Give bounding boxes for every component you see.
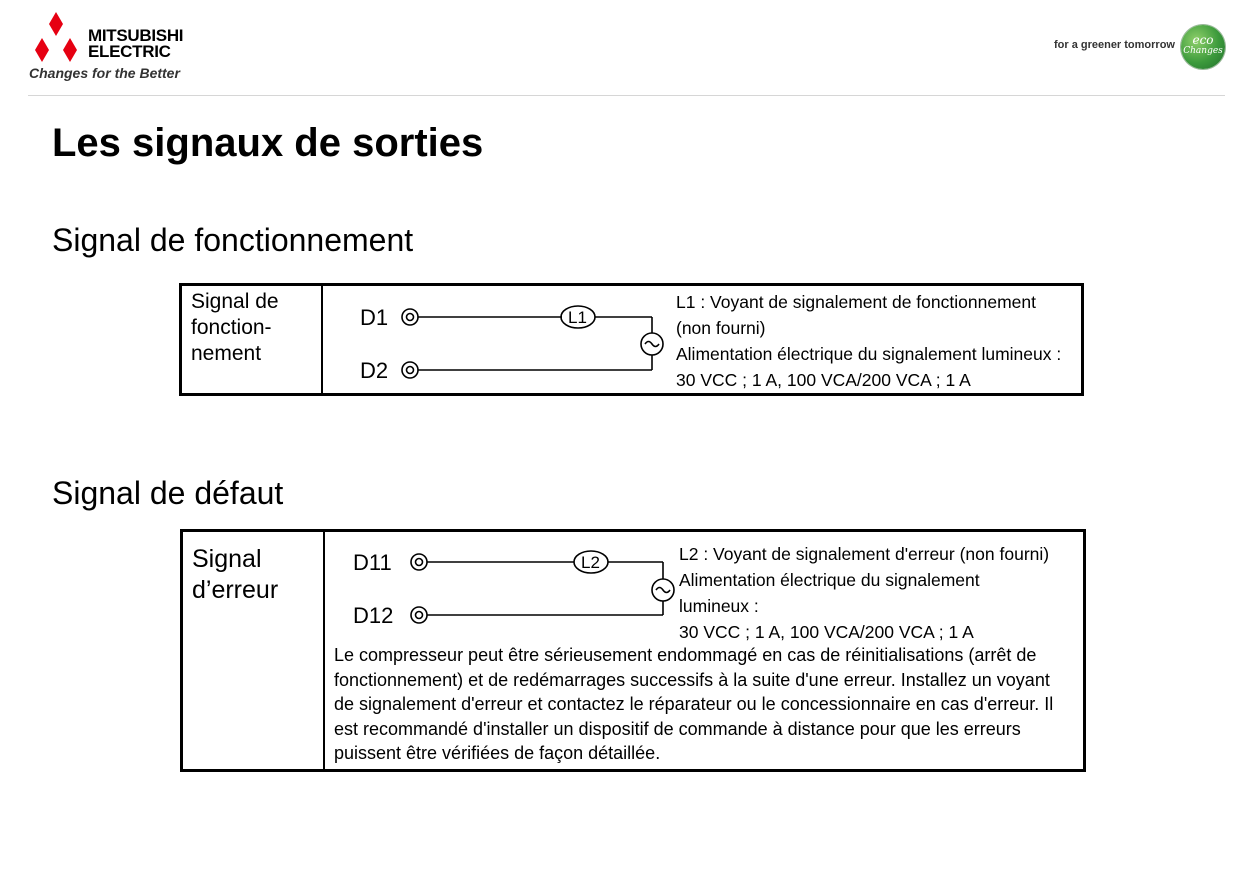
section-title-operation: Signal de fonctionnement xyxy=(52,222,414,258)
terminal-d11-label: D11 xyxy=(353,550,392,575)
operation-signal-description xyxy=(676,289,1061,393)
brand-name-line2: ELECTRIC xyxy=(88,42,171,61)
compressor-warning-note: Le compresseur peut être sérieusement endommagé en cas de réinitialisations (arrêt de fonctionnement) et de redémarrages successifs à la suite d'une erreur. Installez un voyant de signalement d'erreur et contactez le réparateur ou le concessionnaire en cas d'erreur. Il est recommandé d'installer un dispositif de commande à distance pour que les erreurs puissent être vérifiées de façon détaillée. xyxy=(334,645,1054,763)
terminal-d1-label: D1 xyxy=(360,305,389,330)
terminal-d12-label: D12 xyxy=(353,603,394,628)
description-line: L1 : Voyant de signalement de fonctionnement xyxy=(676,292,1036,312)
terminal-d2-label: D2 xyxy=(360,358,389,383)
description-line: L2 : Voyant de signalement d'erreur (non fourni) xyxy=(679,544,1050,564)
operation-signal-table xyxy=(179,283,1084,396)
eco-slogan: for a greener tomorrow xyxy=(1053,39,1175,51)
description-line: Alimentation électrique du signalement xyxy=(679,570,980,590)
description-line: 30 VCC ; 1 A, 100 VCA/200 VCA ; 1 A xyxy=(679,622,974,642)
header-divider xyxy=(28,95,1225,96)
page-title: Les signaux de sorties xyxy=(52,121,484,165)
eco-badge-bottom-text: Changes xyxy=(1183,46,1223,56)
fault-signal-table xyxy=(180,529,1086,772)
brand-tagline: Changes for the Better xyxy=(29,65,180,81)
operation-signal-label: Signal de fonction- nement xyxy=(191,290,279,365)
lamp-l2-label: L2 xyxy=(581,553,600,572)
section-title-fault: Signal de défaut xyxy=(52,475,284,511)
description-line: lumineux : xyxy=(679,596,759,616)
eco-badge-top-text: eco xyxy=(1192,33,1214,47)
description-line: Alimentation électrique du signalement lumineux : xyxy=(676,344,1062,364)
fault-signal-description xyxy=(679,541,1049,645)
description-line: (non fourni) xyxy=(676,318,766,338)
description-line: 30 VCC ; 1 A, 100 VCA/200 VCA ; 1 A xyxy=(676,370,971,390)
fault-signal-label: Signal d’erreur xyxy=(192,545,279,604)
lamp-l1-label: L1 xyxy=(568,308,587,327)
mitsubishi-three-diamonds-logo xyxy=(28,12,84,64)
eco-changes-badge-icon xyxy=(1181,25,1225,69)
brand-name-line1: MITSUBISHI xyxy=(88,26,184,45)
